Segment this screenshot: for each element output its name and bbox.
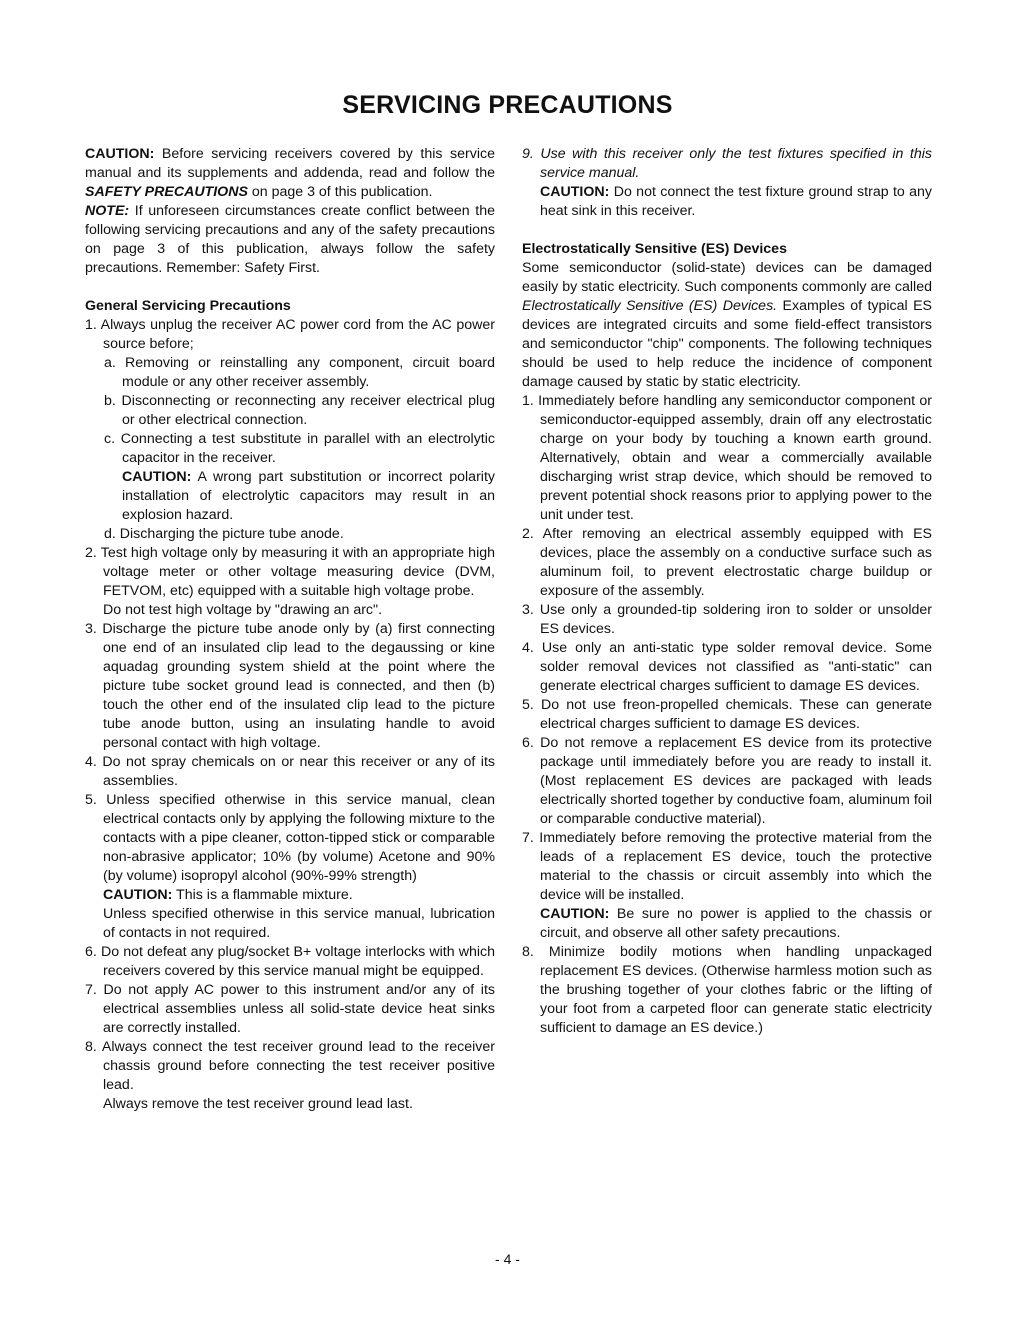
list-subitem: b. Disconnecting or reconnecting any receiver electrical plug or other electrical connection. xyxy=(104,393,495,428)
left-column xyxy=(85,145,495,1114)
item-note: Always remove the test receiver ground lead last. xyxy=(103,1096,413,1112)
page-number: - 4 - xyxy=(495,1251,520,1267)
caution-label: CAUTION: xyxy=(540,184,610,200)
caution-text-a: Before servicing receivers covered by this service manual and its supplements and addenda, read and follow the xyxy=(85,146,495,181)
list-item: 1. Always unplug the receiver AC power cord from the AC power source before; xyxy=(85,317,495,352)
caution-label: CAUTION: xyxy=(540,906,610,922)
note-label: NOTE: xyxy=(85,203,130,219)
list-item: 4. Use only an anti-static type solder removal device. Some solder removal devices not classified as "anti-static" can generate electrical charges sufficient to damage ES devices. xyxy=(522,640,932,694)
list-item: 5. Do not use freon-propelled chemicals. These can generate electrical charges sufficient to damage ES devices. xyxy=(522,697,932,732)
general-heading: General Servicing Precautions xyxy=(85,298,291,314)
item-caution: CAUTION: Be sure no power is applied to the chassis or circuit, and observe all other safety precautions. xyxy=(540,906,932,941)
list-item: 1. Immediately before handling any semiconductor component or semiconductor-equipped assembly, drain off any electrostatic charge on your body by touching a known earth ground. Alternatively, obtain and wear a commercially available discharging wrist strap device, which should be removed to prevent potential shock reasons prior to applying power to the unit under test. xyxy=(522,393,932,523)
list-item: 6. Do not remove a replacement ES device from its protective package until immediately before you are ready to install it. (Most replacement ES devices are packaged with leads electrically shorted together by conductive foam, aluminum foil or comparable conductive material). xyxy=(522,735,932,827)
item-note: Unless specified otherwise in this service manual, lubrication of contacts in not required. xyxy=(103,906,495,941)
es-intro: Some semiconductor (solid-state) devices can be damaged easily by static electricity. Such components commonly are called Electrostatically Sensitive (ES) Devices. Examples of typical ES devices are integrated circuits and some field-effect transistors and semiconductor "chip" components. The following techniques should be used to help reduce the incidence of component damage caused by static by static electricity. xyxy=(522,260,933,390)
list-item: 9. Use with this receiver only the test fixtures specified in this service manual. xyxy=(522,146,932,181)
right-column xyxy=(522,145,932,1038)
note-text: If unforeseen circumstances create conflict between the following servicing precautions and any of the safety precautions on page 3 of this publication, always follow the safety precautions. Remember: Safety First. xyxy=(85,203,495,276)
item-caution: CAUTION: Do not connect the test fixture ground strap to any heat sink in this receiver. xyxy=(540,184,932,219)
list-subitem: d. Discharging the picture tube anode. xyxy=(104,526,344,542)
list-item: 2. After removing an electrical assembly equipped with ES devices, place the assembly on a conductive surface such as aluminum foil, to prevent electrostatic charge buildup or exposure of the assembly. xyxy=(522,526,932,599)
note-paragraph xyxy=(85,202,495,278)
es-heading: Electrostatically Sensitive (ES) Devices xyxy=(522,241,787,257)
item-note: Do not test high voltage by "drawing an arc". xyxy=(103,602,383,618)
list-subitem: c. Connecting a test substitute in parallel with an electrolytic capacitor in the receiver. xyxy=(104,431,495,466)
subitem-caution: CAUTION: A wrong part substitution or incorrect polarity installation of electrolytic capacitors may result in an explosion hazard. xyxy=(122,469,495,523)
caution-label: CAUTION: xyxy=(122,469,192,485)
list-item: 5. Unless specified otherwise in this service manual, clean electrical contacts only by applying the following mixture to the contacts with a pipe cleaner, cotton-tipped stick or comparable non-abrasive applicator; 10% (by volume) Acetone and 90% (by volume) isopropyl alcohol (90%-99% strength) xyxy=(85,792,495,884)
safety-precautions-ref: SAFETY PRECAUTIONS xyxy=(85,184,248,200)
list-item: 2. Test high voltage only by measuring it with an appropriate high voltage meter or other voltage measuring device (DVM, FETVOM, etc) equipped with a suitable high voltage probe. xyxy=(85,545,495,599)
list-item: 3. Use only a grounded-tip soldering iron to solder or unsolder ES devices. xyxy=(522,602,932,637)
list-item: 6. Do not defeat any plug/socket B+ voltage interlocks with which receivers covered by this service manual might be equipped. xyxy=(85,944,495,979)
list-item: 7. Immediately before removing the protective material from the leads of a replacement ES device, touch the protective material to the chassis or circuit assembly into which the device will be installed. xyxy=(522,830,932,903)
list-item: 7. Do not apply AC power to this instrument and/or any of its electrical assemblies unless all solid-state device heat sinks are correctly installed. xyxy=(85,982,495,1036)
list-item: 8. Minimize bodily motions when handling unpackaged replacement ES devices. (Otherwise harmless motion such as the brushing together of your clothes fabric or the lifting of your foot from a carpeted floor can generate static electricity sufficient to damage an ES device.) xyxy=(522,944,932,1036)
item-caution: CAUTION: This is a flammable mixture. xyxy=(103,887,353,903)
caution-paragraph xyxy=(85,145,495,202)
caution-text-b: on page 3 of this publication. xyxy=(247,184,433,200)
list-item: 8. Always connect the test receiver ground lead to the receiver chassis ground before connecting the test receiver positive lead. xyxy=(85,1039,495,1093)
list-item: 4. Do not spray chemicals on or near this receiver or any of its assemblies. xyxy=(85,754,495,789)
list-item: 3. Discharge the picture tube anode only by (a) first connecting one end of an insulated clip lead to the degaussing or kine aquadag grounding system shield at the point where the picture tube socket ground lead is connected, and then (b) touch the other end of the insulated clip lead to the picture tube anode button, using an insulating handle to avoid personal contact with high voltage. xyxy=(85,621,495,751)
caution-label: CAUTION: xyxy=(103,887,173,903)
caution-label: CAUTION: xyxy=(85,146,155,162)
list-subitem: a. Removing or reinstalling any component, circuit board module or any other receiver assembly. xyxy=(104,355,495,390)
page-title: SERVICING PRECAUTIONS xyxy=(342,91,673,119)
